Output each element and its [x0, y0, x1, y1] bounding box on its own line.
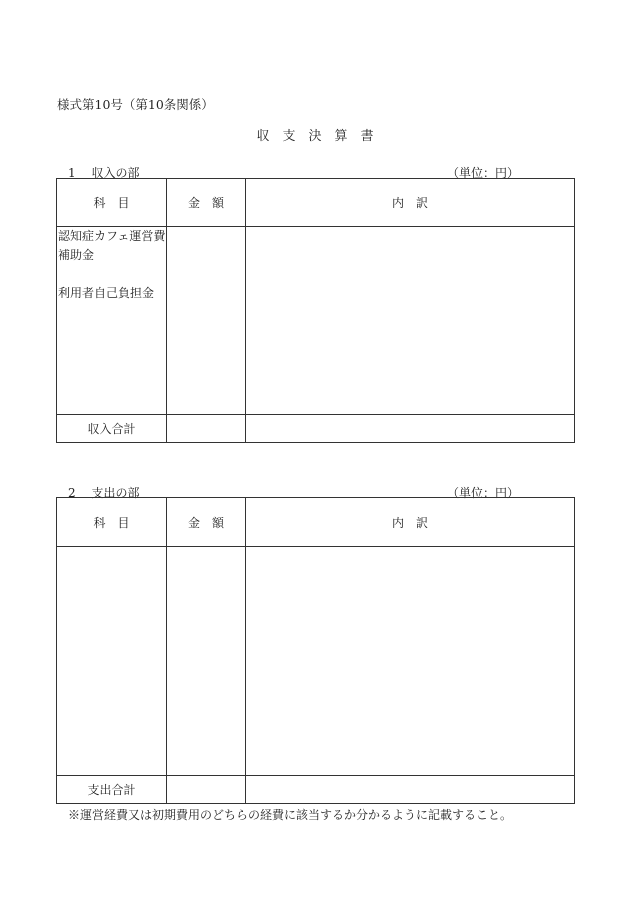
expense-total-amount-cell[interactable]	[167, 776, 246, 804]
expense-header-amount: 金 額	[167, 498, 246, 547]
income-item-subsidy: 補助金	[58, 248, 95, 262]
expense-table	[56, 497, 575, 804]
footnote: ※運営経費又は初期費用のどちらの経費に該当するか分かるように記載すること。	[68, 808, 513, 822]
income-total-details-cell[interactable]	[246, 415, 575, 443]
income-header-details: 内 訳	[246, 179, 575, 227]
income-header-row	[57, 179, 575, 227]
income-unit-label: （単位：円）	[447, 166, 520, 180]
expense-subject-cell[interactable]	[57, 547, 167, 776]
income-subject-cell[interactable]	[57, 227, 167, 415]
expense-body-row	[57, 547, 575, 776]
income-total-amount-cell[interactable]	[167, 415, 246, 443]
income-table	[56, 178, 575, 443]
expense-header-row	[57, 498, 575, 547]
expense-header-details: 内 訳	[246, 498, 575, 547]
expense-unit-label: （単位：円）	[447, 486, 520, 500]
income-details-cell[interactable]	[246, 227, 575, 415]
expense-details-cell[interactable]	[246, 547, 575, 776]
expense-amount-cell[interactable]	[167, 547, 246, 776]
income-amount-cell[interactable]	[167, 227, 246, 415]
income-header-subject: 科 目	[57, 179, 167, 227]
income-item-user-contribution: 利用者自己負担金	[58, 286, 155, 300]
expense-total-row	[57, 776, 575, 804]
income-item-operating-cost: 認知症カフェ運営費	[58, 229, 166, 243]
income-total-row	[57, 415, 575, 443]
income-total-label: 収入合計	[57, 415, 167, 443]
income-section-heading: 1 収入の部	[68, 166, 140, 180]
document-title: 収 支 決 算 書	[256, 129, 374, 144]
expense-total-details-cell[interactable]	[246, 776, 575, 804]
income-header-amount: 金 額	[167, 179, 246, 227]
expense-total-label: 支出合計	[57, 776, 167, 804]
form-number: 様式第10号（第10条関係）	[57, 97, 214, 112]
expense-header-subject: 科 目	[57, 498, 167, 547]
expense-section-heading: 2 支出の部	[68, 486, 140, 500]
income-body-row	[57, 227, 575, 415]
